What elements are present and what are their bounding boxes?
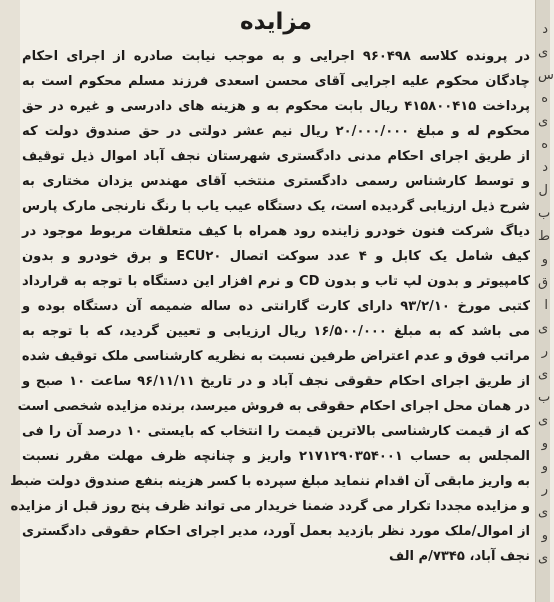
fragment-char: ط (538, 229, 551, 244)
notice-signature-line: نجف آباد، ۷۳۴۵/م الف (389, 549, 530, 564)
notice-line: که از قیمت کارشناسی بالاترین قیمت را انتخاب که بایستی ۱۰ درصد آن را فی (22, 424, 531, 439)
fragment-char: د (542, 160, 548, 175)
notice-line: پرداخت ۴۱۵۸۰۰۴۱۵ ریال بابت محکوم به و هزینه های دادرسی و غیره در حق (22, 99, 530, 114)
fragment-char: ق (538, 275, 549, 290)
notice-line: به واریز مابقی آن اقدام ننماید مبلغ سپرده با کسر هزینه بنفع صندوق دولت ضبط (10, 474, 530, 489)
adjacent-column-fragment (538, 18, 554, 570)
fragment-char: ی (538, 321, 549, 336)
notice-line: در پرونده کلاسه ۹۶۰۴۹۸ اجرایی و به موجب نیابت صادره از اجرای احکام (22, 49, 530, 64)
notice-line: دیاگ شرکت فنون خودرو زاینده رود همراه با کیف متعلقات مربوط موجود در (22, 224, 530, 239)
notice-title: مزایده (240, 9, 312, 35)
fragment-char: و (541, 436, 548, 451)
fragment-char: ر (541, 482, 548, 497)
fragment-char: ی (538, 551, 549, 566)
notice-line: کامپیوتر و بدون لپ تاب و بدون CD و نرم افزار این دستگاه با توجه به قرارداد (22, 274, 530, 289)
fragment-char: س (538, 68, 554, 83)
notice-line: از اموال/ملک مورد نظر بازدید بعمل آورد، مدیر اجرای احکام حقوقی دادگستری (22, 524, 530, 539)
fragment-char: و (541, 252, 548, 267)
fragment-char: ی (538, 367, 549, 382)
notice-line: کتبی مورخ ۹۳/۲/۱۰ دارای کارت گارانتی ده ساله ضمیمه آن دستگاه بوده و (22, 299, 530, 314)
fragment-char: ی (538, 413, 549, 428)
notice-line: از طریق اجرای احکام حقوقی نجف آباد و در تاریخ ۹۶/۱۱/۱۱ ساعت ۱۰ صبح و (22, 374, 531, 389)
notice-line: کیف شامل یک کابل و ۴ عدد سوکت اتصال ECU۲۰ و برق خودرو و بدون (22, 249, 530, 264)
fragment-char: ی (538, 114, 549, 129)
fragment-char: ب (538, 390, 551, 405)
notice-body (10, 44, 531, 569)
fragment-char: ی (538, 505, 549, 520)
fragment-char: و (541, 459, 548, 474)
notice-line: محکوم له و مبلغ ۲۰/۰۰۰/۰۰۰ ریال نیم عشر دولتی در حق صندوق دولت که (22, 124, 530, 139)
fragment-char: د (542, 22, 548, 37)
fragment-char: و (541, 528, 548, 543)
notice-line: شرح ذیل ارزیابی گردیده است، یک دستگاه عیب یاب با رنگ نارنجی مارک پارس (22, 199, 530, 214)
fragment-char: ه (541, 91, 548, 106)
notice-line: و توسط کارشناس رسمی دادگستری منتخب آقای مهندس یزدان مختاری به (22, 174, 530, 189)
fragment-char: ی (538, 45, 549, 60)
fragment-char: ا (544, 298, 548, 313)
fragment-char: ر (541, 344, 548, 359)
auction-notice (10, 4, 531, 600)
notice-line: از طریق اجرای احکام مدنی دادگستری شهرستان نجف آباد اموال ذیل توقیف (22, 149, 530, 164)
fragment-char: ب (538, 206, 551, 221)
notice-line: مراتب فوق و عدم اعتراض طرفین نسبت به نظریه کارشناسی ملک توقیف شده (21, 349, 530, 364)
notice-line: و مزایده مجددا تکرار می گردد ضمنا خریدار می تواند ظرف پنج روز قبل از مزایده (10, 499, 530, 514)
notice-line: المجلس به حساب ۲۱۷۱۲۹۰۳۵۴۰۰۱ واریز و چنانچه ظرف مهلت مقرر نسبت (22, 449, 531, 464)
notice-line: در همان محل اجرای احکام حقوقی به فروش میرسد، برنده مزایده شخصی است (17, 399, 530, 414)
fragment-char: ل (538, 183, 548, 198)
fragment-char: ه (541, 137, 548, 152)
notice-line: می باشد که به مبلغ ۱۶/۵۰۰/۰۰۰ ریال ارزیابی و تعیین گردید، که با توجه به (22, 324, 530, 339)
notice-line: چادگان محکوم علیه اجرایی آقای محسن اسعدی فرزند مسلم محکوم است به (22, 74, 530, 89)
